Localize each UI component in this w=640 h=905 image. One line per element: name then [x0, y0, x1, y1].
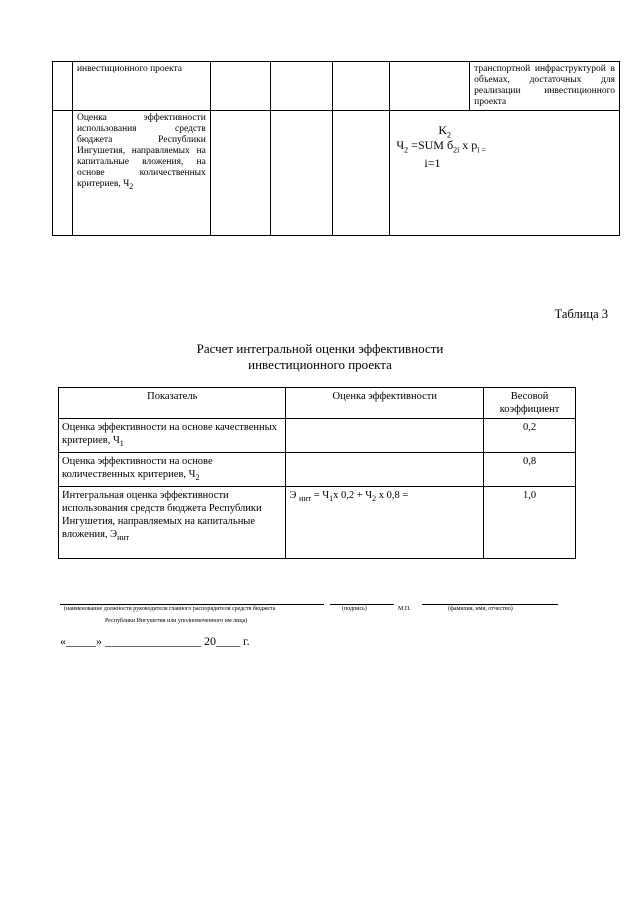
indicator-cell: Оценка эффективности использования средств бюджета Республики Ингушетия, направляемых на капитальные вложения, на основе количественных критериев, $Ч_2$: [72, 111, 210, 236]
indicator-cell: Интегральная оценка эффективности использования средств бюджета Республики Ингушетия, направляемых на капитальные вложения, $Э_{инт}$: [59, 487, 286, 559]
signature-caption: (подпись): [342, 606, 367, 612]
table-number: Таблица 3: [554, 307, 608, 321]
note-cell: транспортной инфраструктурой в объемах, достаточных для реализации инвестиционного проекта: [470, 62, 620, 111]
position-caption: (наименование должности руководителя главного распорядителя средств бюджета: [64, 606, 276, 612]
name-caption: (фамилия, имя, отчество): [448, 606, 513, 612]
indicator-cell: Оценка эффективности на основе качественных критериев, $Ч_1$: [59, 419, 286, 453]
table-title: Расчет интегральной оценки эффективности инвестиционного проекта: [196, 341, 444, 372]
table-row: [53, 62, 620, 111]
position-caption-2: Республики Ингушетия или уполномоченного им лица): [105, 618, 248, 624]
formula-cell: [390, 111, 620, 236]
formula: $K_2$ $Ч_2 =SUM$ $б_{2i}$ х $р_{i =}$ i=1: [396, 123, 487, 170]
table-row: [59, 419, 576, 453]
table-row: [59, 487, 576, 559]
weight-cell: 1,0: [484, 487, 576, 559]
estimate-cell: [286, 453, 484, 487]
column-header: Весовой коэффициент: [484, 388, 576, 419]
estimate-cell: [286, 419, 484, 453]
table-row: [53, 111, 620, 236]
name-line: [422, 604, 558, 605]
signature-line: [330, 604, 394, 605]
column-header: Показатель: [59, 388, 286, 419]
estimate-cell: Э $_{инт} = Ч_1х$ $0,2 + Ч_2$ х 0,8 =: [286, 487, 484, 559]
weight-cell: 0,8: [484, 453, 576, 487]
stamp-caption: М.П.: [398, 606, 411, 612]
position-line: [60, 604, 324, 605]
weight-cell: 0,2: [484, 419, 576, 453]
date-line: «_____» ________________ 20____ г.: [60, 634, 250, 648]
table-row: [59, 453, 576, 487]
indicator-cell: инвестиционного проекта: [72, 62, 210, 111]
table-header-row: [59, 388, 576, 419]
continuation-table: [52, 61, 620, 236]
integral-assessment-table: [58, 387, 576, 559]
indicator-cell: Оценка эффективности на основе количественных критериев, $Ч_2$: [59, 453, 286, 487]
column-header: Оценка эффективности: [286, 388, 484, 419]
